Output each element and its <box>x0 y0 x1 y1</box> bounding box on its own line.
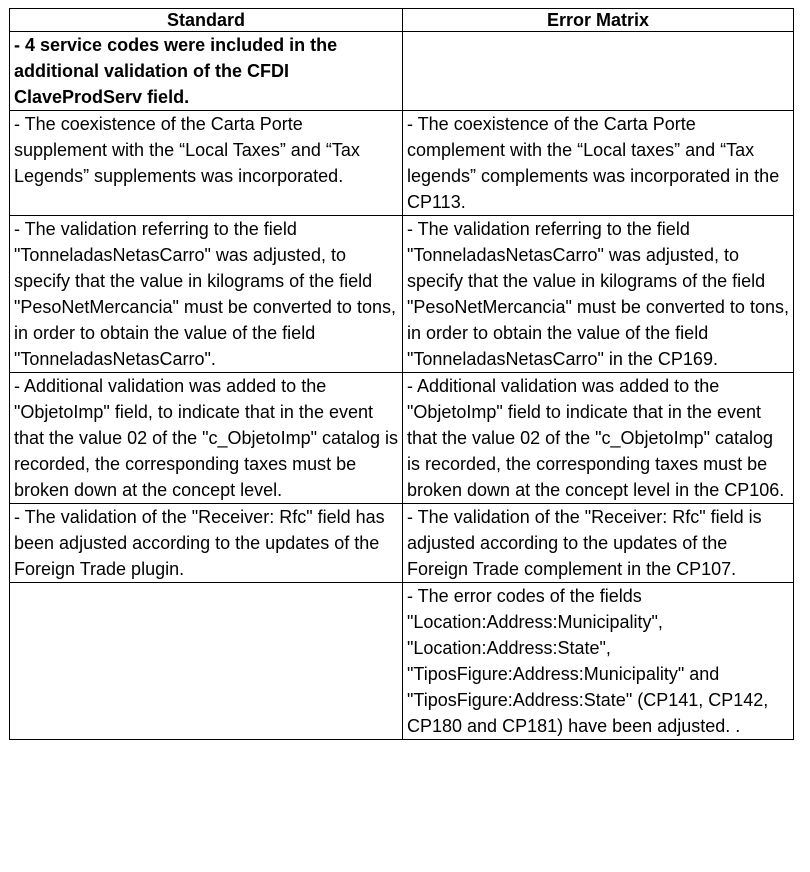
error-matrix-cell <box>403 32 794 111</box>
table-row <box>10 111 794 216</box>
table-header-row <box>10 9 794 32</box>
standard-cell: - The validation of the "Receiver: Rfc" field has been adjusted according to the updates of the Foreign Trade plugin. <box>10 504 403 583</box>
standard-cell: - 4 service codes were included in the additional validation of the CFDI ClaveProdServ field. <box>10 32 403 111</box>
standard-cell: - The coexistence of the Carta Porte supplement with the “Local Taxes” and “Tax Legends” supplements was incorporated. <box>10 111 403 216</box>
error-matrix-cell: - Additional validation was added to the "ObjetoImp" field to indicate that in the event that the value 02 of the "c_ObjetoImp" catalog is recorded, the corresponding taxes must be broken down at the concept level in the CP106. <box>403 373 794 504</box>
standard-cell: - Additional validation was added to the "ObjetoImp" field, to indicate that in the event that the value 02 of the "c_ObjetoImp" catalog is recorded, the corresponding taxes must be broken down at the concept level. <box>10 373 403 504</box>
header-error-matrix: Error Matrix <box>403 9 794 32</box>
table-row <box>10 504 794 583</box>
standard-error-matrix-table <box>9 8 794 740</box>
error-matrix-cell: - The error codes of the fields "Location:Address:Municipality", "Location:Address:State", "TiposFigure:Address:Municipality" and "TiposFigure:Address:State" (CP141, CP142, CP180 and CP181) have been adjusted. . <box>403 583 794 740</box>
header-standard: Standard <box>10 9 403 32</box>
table-row <box>10 373 794 504</box>
error-matrix-cell: - The validation of the "Receiver: Rfc" field is adjusted according to the updates of the Foreign Trade complement in the CP107. <box>403 504 794 583</box>
error-matrix-cell: - The coexistence of the Carta Porte complement with the “Local taxes” and “Tax legends” complements was incorporated in the CP113. <box>403 111 794 216</box>
table-row <box>10 32 794 111</box>
error-matrix-cell: - The validation referring to the field "TonneladasNetasCarro" was adjusted, to specify that the value in kilograms of the field "PesoNetMercancia" must be converted to tons, in order to obtain the value of the field "TonneladasNetasCarro" in the CP169. <box>403 216 794 373</box>
table-row <box>10 216 794 373</box>
table-row <box>10 583 794 740</box>
standard-cell <box>10 583 403 740</box>
standard-cell: - The validation referring to the field "TonneladasNetasCarro" was adjusted, to specify that the value in kilograms of the field "PesoNetMercancia" must be converted to tons, in order to obtain the value of the field "TonneladasNetasCarro". <box>10 216 403 373</box>
